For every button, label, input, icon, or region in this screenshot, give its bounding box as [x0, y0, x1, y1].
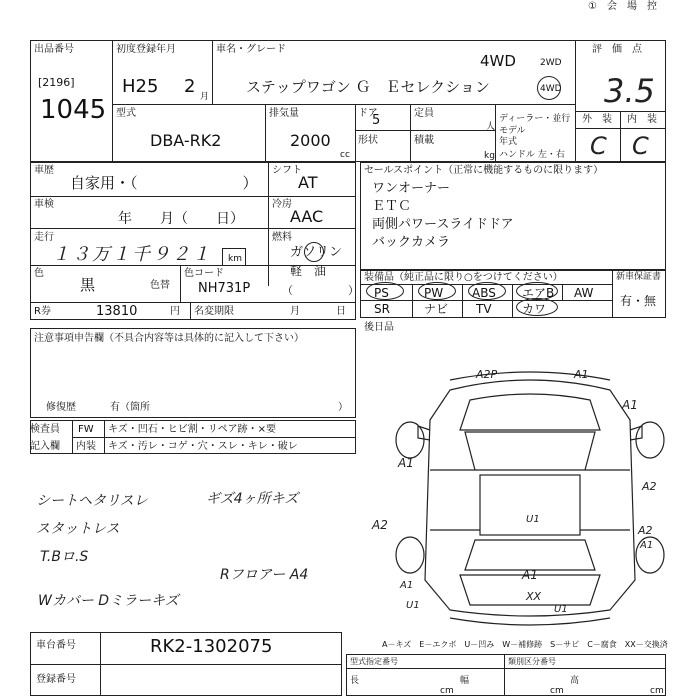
drive-circle	[537, 76, 561, 100]
shift-label: シフト	[272, 165, 302, 176]
car-drive: 4WD	[480, 52, 516, 70]
diag-mark-a2-right1: A2	[642, 480, 657, 493]
first-reg-month: 2	[184, 76, 196, 97]
header-row-box	[30, 40, 666, 162]
equip-pw: PW	[424, 286, 444, 300]
doors-value: 5	[372, 113, 381, 128]
hand-note-right-2: Rフロアー A4	[220, 567, 309, 583]
exterior-grade: C	[590, 132, 607, 160]
hand-note-1: シートヘタリスレ	[36, 493, 148, 509]
mileage-label: 走行	[34, 232, 54, 243]
equipment-label: 装備品（純正品に限り○をつけてください）	[364, 272, 563, 283]
diag-mark-a1-rearleft: A1	[400, 580, 414, 591]
equip-kawa-circle	[516, 298, 558, 316]
grade-value: 3.5	[604, 72, 655, 110]
r-price-label: R券	[34, 306, 51, 317]
hand-note-4: Wカバー Dミラーキズ	[38, 593, 179, 609]
capacity-label: 定員	[414, 108, 434, 119]
inspector-entry-label: 記入欄	[30, 441, 60, 452]
equip-ps: PS	[374, 286, 389, 300]
width-label: 幅	[460, 676, 470, 686]
length-unit: cm	[440, 686, 454, 696]
displacement-value: 2000	[290, 131, 331, 150]
mileage-value: １３万１千９２１	[52, 244, 212, 265]
diag-mark-a1-left: A1	[398, 456, 414, 470]
displacement-label: 排気量	[269, 108, 299, 119]
mileage-unit: km	[228, 254, 242, 264]
diag-mark-a2p: A2P	[476, 368, 498, 381]
type-designation-label: 型式指定番号	[350, 657, 398, 666]
notes-label: 注意事項申告欄（不具合内容等は具体的に記入して下さい）	[34, 333, 304, 344]
r-price-value: 13810	[96, 304, 138, 319]
color-change-label: 色替	[150, 280, 170, 291]
height-label: 高	[570, 676, 580, 686]
inspector-fw-label: FW	[78, 424, 94, 435]
recycle-label: 名変期限	[194, 306, 234, 317]
repair-value: 有（箇所	[110, 402, 150, 413]
width-unit: cm	[550, 686, 564, 696]
load-unit: kg	[484, 151, 495, 161]
registration-label: 登録番号	[36, 674, 76, 685]
sales-point-label: セールスポイント（正常に機能するものに限ります）	[364, 165, 604, 176]
interior-label: 内 装	[627, 114, 657, 125]
sales-point-3: 両側パワースライドドア	[372, 217, 514, 232]
color-label: 色	[34, 268, 44, 279]
fuel-label: 燃料	[272, 232, 292, 243]
lot-number: 1045	[40, 95, 107, 125]
hand-note-right-1: ギズ4ヶ所キズ	[206, 491, 299, 507]
equip-airbag: エアB	[522, 286, 555, 300]
aircon-label: 冷房	[272, 199, 292, 210]
equip-abs-circle	[468, 282, 506, 300]
dealer-handle-label: ハンドル 左・右	[499, 150, 565, 160]
r-price-unit: 円	[170, 306, 180, 317]
equip-ps-circle	[366, 282, 404, 300]
diag-mark-a1-right: A1	[622, 398, 638, 412]
inspector-in-text: キズ・汚レ・コゲ・穴・スレ・キレ・破レ	[108, 441, 298, 452]
capacity-unit: 人	[486, 122, 496, 132]
recycle-day: 日	[336, 306, 346, 317]
repair-label: 修復歴	[46, 402, 76, 413]
car-name-value: ステップワゴン Ｇ Ｅセレクション	[246, 78, 490, 96]
recycle-month: 月	[290, 306, 300, 317]
aircon-value: AAC	[290, 207, 324, 226]
equip-aw: AW	[574, 286, 594, 300]
first-reg-month-unit: 月	[200, 92, 210, 102]
sales-point-2: ＥＴＣ	[372, 199, 412, 214]
grade-label: 評 価 点	[592, 44, 642, 55]
lot-small: [2196]	[38, 76, 75, 89]
fuel-diesel: 軽 油	[290, 264, 327, 278]
height-unit: cm	[650, 686, 664, 696]
color-code-value: NH731P	[198, 281, 251, 296]
diag-mark-a2-left: A2	[372, 518, 388, 532]
car-drive-2wd: 2WD	[540, 58, 562, 68]
warranty-value: 有・無	[620, 294, 657, 308]
fuel-circle	[304, 242, 324, 262]
equip-navi: ナビ	[424, 302, 449, 316]
warranty-label: 新車保証書	[616, 272, 662, 282]
history-value: 自家用・（ ）	[70, 174, 258, 192]
dealer-year-label: 年式	[499, 137, 518, 147]
doors-label: ドア	[358, 108, 378, 119]
fuel-gas: ガソリン	[290, 245, 343, 260]
dealer-model-label: モデル	[499, 126, 526, 136]
equip-kawa: カワ	[522, 302, 547, 316]
exterior-label: 外 装	[582, 114, 612, 125]
color-value: 黒	[80, 276, 96, 294]
inspector-fw-text: キズ・凹石・ヒビ割・リペア跡・×要	[108, 424, 276, 435]
length-label: 長	[350, 676, 360, 686]
rear-label: 後日品	[364, 322, 394, 333]
displacement-unit: cc	[340, 150, 350, 160]
first-reg-label: 初度登録年月	[116, 44, 176, 55]
chassis-value: RK2-1302075	[150, 636, 273, 657]
interior-grade: C	[632, 132, 649, 160]
equip-pw-circle	[418, 282, 456, 300]
color-code-label: 色コード	[184, 268, 224, 279]
lot-label: 出品番号	[34, 44, 74, 55]
car-name-label: 車名・グレード	[216, 44, 286, 55]
shift-value: AT	[298, 173, 318, 192]
load-label: 積載	[414, 135, 434, 146]
inspection-label: 車検	[34, 199, 54, 210]
diag-mark-u1-left: U1	[406, 600, 420, 611]
diag-mark-xx: XX	[526, 590, 542, 603]
equip-sr: SR	[374, 302, 390, 316]
fuel-paren: （ ）	[282, 284, 359, 297]
inspector-label: 検査員	[30, 424, 60, 435]
history-label: 車歴	[34, 165, 54, 176]
diag-mark-a1-rear: A1	[522, 568, 538, 582]
chassis-label: 車台番号	[36, 640, 76, 651]
first-reg-year: H25	[122, 76, 159, 97]
car-drive-4wd: 4WD	[540, 84, 562, 94]
model-value: DBA-RK2	[150, 131, 222, 150]
hand-note-2: スタットレス	[36, 521, 120, 537]
dealer-label: ディーラー・並行	[499, 114, 571, 124]
diag-mark-a1-top: A1	[574, 368, 589, 381]
equip-tv: TV	[476, 302, 492, 316]
inspection-value: 年 月（ 日）	[118, 211, 244, 227]
equip-abs: ABS	[472, 286, 496, 300]
sales-point-4: バックカメラ	[372, 235, 451, 250]
legend-text: A－キズ E－エクボ U－凹み W－補修跡 S－サビ C－腐食 XX－交換済	[382, 640, 668, 649]
model-label: 型式	[116, 108, 136, 119]
sales-point-1: ワンオーナー	[372, 181, 451, 196]
diag-mark-u1-center: U1	[526, 514, 540, 525]
diag-mark-a2-right2: A2	[638, 524, 653, 537]
diag-mark-u1-rear: U1	[554, 604, 568, 615]
hand-note-3: T.Bロ.S	[40, 549, 89, 565]
class-number-label: 類別区分番号	[508, 657, 556, 666]
shape-label: 形状	[358, 135, 378, 146]
diag-mark-a1-extra: A1	[640, 540, 654, 551]
venue-copy-label: ① 会 場 控	[588, 1, 657, 12]
inspector-in-label: 内装	[76, 441, 96, 452]
